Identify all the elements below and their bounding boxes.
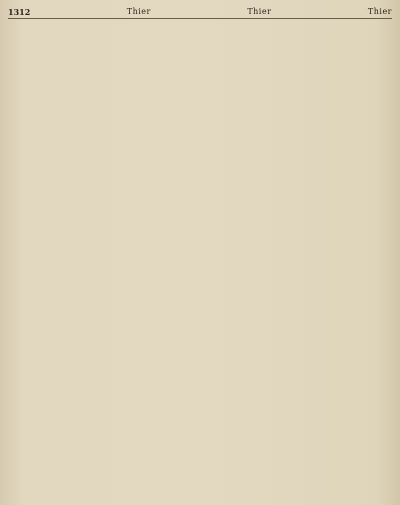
text-columns <box>8 22 392 499</box>
running-head-right: Thier <box>367 7 392 16</box>
header-rule <box>8 18 392 19</box>
column-middle <box>138 22 262 499</box>
column-left <box>8 22 132 499</box>
page-header <box>8 6 392 18</box>
column-right <box>268 22 392 499</box>
page-number: 1312 <box>8 7 31 17</box>
running-head-center: Thier <box>247 7 272 16</box>
running-head-left: Thier <box>126 7 151 16</box>
